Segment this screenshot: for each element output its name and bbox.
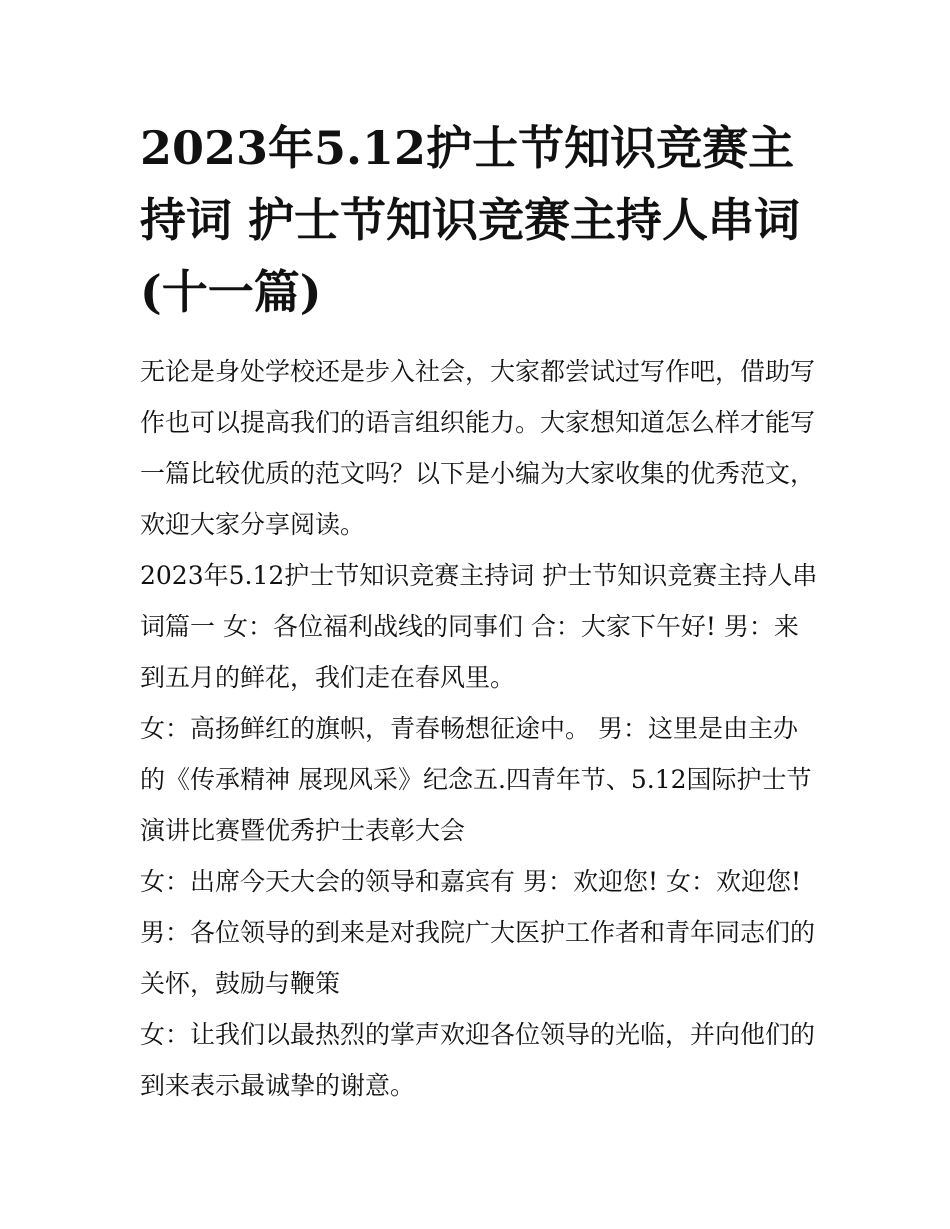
paragraph-4: 男：各位领导的到来是对我院广大医护工作者和青年同志们的关怀，鼓励与鞭策: [140, 918, 816, 998]
paragraph-3: 女：出席今天大会的领导和嘉宾有 男：欢迎您! 女：欢迎您!: [140, 867, 801, 896]
paragraph-5: 女：让我们以最热烈的掌声欢迎各位领导的光临，并向他们的到来表示最诚挚的谢意。: [140, 1020, 816, 1100]
document-page: [140, 112, 820, 1111]
paragraph-1: 2023年5.12护士节知识竞赛主持词 护士节知识竞赛主持人串词篇一 女：各位福利战线的同事们 合：大家下午好! 男：来到五月的鲜花，我们走在春风里。: [140, 561, 818, 692]
paragraph-2: 女：高扬鲜红的旗帜，青春畅想征途中。 男：这里是由主办的《传承精神 展现风采》纪念五.四青年节、5.12国际护士节演讲比赛暨优秀护士表彰大会: [140, 714, 812, 845]
paragraph-intro: 无论是身处学校还是步入社会，大家都尝试过写作吧，借助写作也可以提高我们的语言组织能力。大家想知道怎么样才能写一篇比较优质的范文吗？以下是小编为大家收集的优秀范文，欢迎大家分享阅读。: [140, 357, 816, 539]
document-title: 2023年5.12护士节知识竞赛主持词 护士节知识竞赛主持人串词(十一篇): [140, 121, 801, 319]
